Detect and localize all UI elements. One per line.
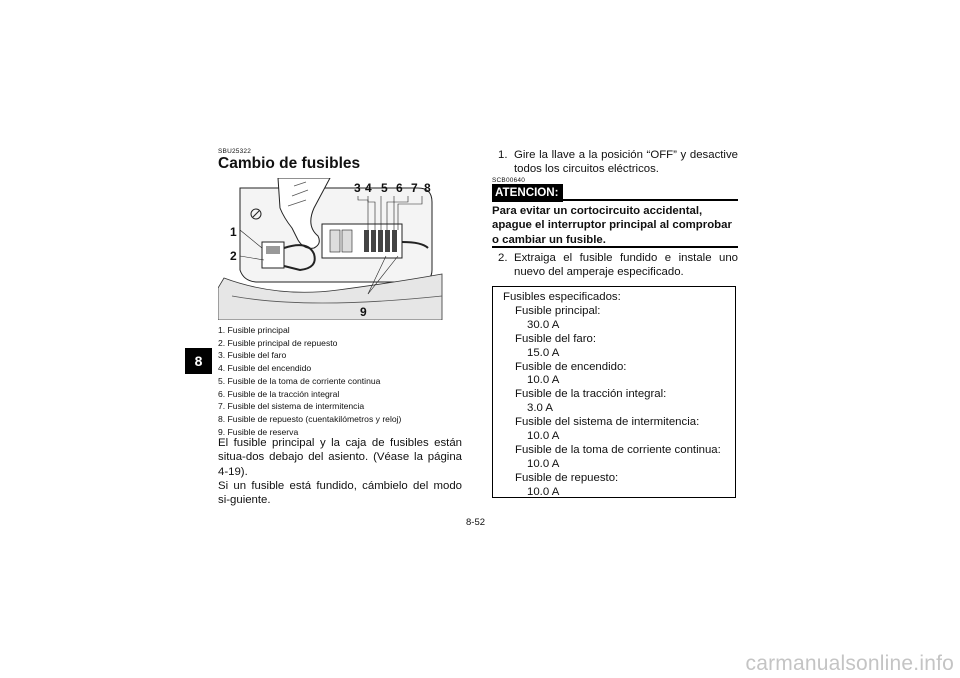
spec-name: Fusible de repuesto:: [515, 471, 619, 484]
paragraph: Si un fusible está fundido, cámbielo del modo si-guiente.: [218, 479, 462, 507]
spec-box: [492, 286, 736, 498]
step-text: Extraiga el fusible fundido e instale uno nuevo del amperaje especificado.: [514, 252, 738, 279]
step-number: 1.: [498, 149, 508, 161]
figure-label-3: 3: [354, 181, 361, 195]
figure-label-9: 9: [360, 305, 367, 319]
spec-name: Fusible de encendido:: [515, 360, 627, 373]
page-number: 8-52: [466, 517, 486, 528]
figure-label-5: 5: [381, 181, 388, 195]
legend-item: 4. Fusible del encendido: [218, 363, 312, 374]
step-text: Gire la llave a la posición “OFF” y desactive todos los circuitos eléctricos.: [514, 149, 738, 176]
section-code: SBU25322: [218, 148, 252, 155]
legend-item: 7. Fusible del sistema de intermitencia: [218, 401, 365, 412]
legend-item: 6. Fusible de la tracción integral: [218, 388, 340, 399]
spec-value: 3.0 A: [527, 402, 553, 415]
body-text: [218, 436, 462, 507]
spec-name: Fusible de la tracción integral:: [515, 388, 667, 401]
figure-label-2: 2: [230, 249, 237, 263]
legend-item: 5. Fusible de la toma de corriente continua: [218, 375, 381, 386]
spec-name: Fusible principal:: [515, 304, 601, 317]
legend-item: 8. Fusible de repuesto (cuentakilómetros y reloj): [218, 413, 402, 424]
figure-legend: [218, 324, 458, 438]
caution-bottom-rule: [492, 246, 738, 248]
caution-code: SCB00640: [492, 177, 526, 184]
figure-label-8: 8: [424, 181, 431, 195]
fuse-box-illustration: [218, 178, 444, 320]
step-1: [498, 148, 738, 177]
spec-value: 10.0 A: [527, 374, 560, 387]
spec-name: Fusible del sistema de intermitencia:: [515, 416, 700, 429]
legend-item: 1. Fusible principal: [218, 325, 290, 335]
spec-value: 15.0 A: [527, 346, 560, 359]
caution-banner: [492, 184, 738, 202]
section-title: Cambio de fusibles: [218, 155, 361, 172]
paragraph: El fusible principal y la caja de fusibles están situa-dos debajo del asiento. (Véase la página 4-19).: [218, 437, 462, 478]
spec-name: Fusible de la toma de corriente continua:: [515, 443, 721, 456]
spec-value: 30.0 A: [527, 318, 560, 331]
caution-text: Para evitar un cortocircuito accidental, apague el interruptor principal al comprobar o cambiar un fusible.: [492, 205, 732, 246]
step-number: 2.: [498, 252, 508, 264]
spec-heading: Fusibles especificados:: [503, 291, 621, 303]
legend-item: 2. Fusible principal de repuesto: [218, 337, 338, 348]
figure-label-7: 7: [411, 181, 418, 195]
spec-name: Fusible del faro:: [515, 332, 597, 345]
spec-value: 10.0 A: [527, 430, 560, 443]
figure-label-4: 4: [365, 181, 372, 195]
figure-label-1: 1: [230, 225, 237, 239]
legend-item: 3. Fusible del faro: [218, 350, 287, 361]
spec-value: 10.0 A: [527, 457, 560, 470]
caution-rule: [562, 199, 738, 201]
figure-label-6: 6: [396, 181, 403, 195]
step-2: [498, 251, 738, 280]
chapter-tab: 8: [185, 348, 212, 374]
legend-item: 9. Fusible de reserva: [218, 426, 299, 437]
spec-value: 10.0 A: [527, 485, 560, 498]
caution-label: ATENCION:: [492, 184, 563, 202]
watermark: carmanualsonline.info: [745, 652, 954, 675]
